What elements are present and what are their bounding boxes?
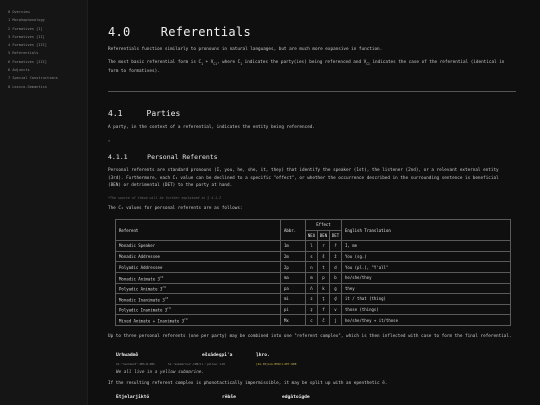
sidebar-item-formatives-2[interactable]: 3 Formatives [II] bbox=[8, 34, 45, 39]
table-row: Monadic Addressee 2m s š ž You (sg.) bbox=[116, 251, 511, 262]
section-title: Referentials bbox=[160, 25, 251, 39]
anchor-link[interactable]: ¤ bbox=[108, 138, 111, 143]
header-effect: Effect bbox=[306, 220, 342, 231]
sidebar-item-referentials[interactable]: 5 Referentials bbox=[8, 51, 39, 56]
example2-word-1: Etjelarjiktö bbox=[116, 395, 150, 400]
table-row: Polyadic Addressee 2p n t d You (pl.), "Y'all" bbox=[116, 262, 511, 273]
personal-referents-body: Personal referents are standard pronouns (I, you, he, she, it, they) that identify the speaker (1st), the listener (2nd), or a relevant external entity (3rd). Furthermore, each C₁ value can be declined to a specific "effect", or whether the occurrence described in the surrounding sentence is beneficial (BEN) or detrimental (DET) to the party at hand. bbox=[108, 168, 499, 188]
header-det: DET bbox=[330, 230, 342, 241]
example2-word-3: edgătoigde bbox=[282, 395, 310, 400]
header-ben: BEN bbox=[318, 230, 330, 241]
main-content bbox=[108, 0, 516, 405]
header-referent: Referent bbox=[116, 220, 281, 241]
referent-complex-paragraph: Up to three personal referents (one per party) may be combined into one "referent complex", which is then inflected with case to form the final referential. bbox=[108, 334, 512, 339]
section-form-paragraph: The most basic referential form is $C_1 + V_{C1}$, where $C_1$ indicates the party(ies) being referenced and $V_{C1}$ indicates the case of the referential (identical in form to formatives). bbox=[108, 60, 505, 75]
header-english: English Translation bbox=[342, 220, 511, 241]
subsubsection-heading bbox=[108, 153, 218, 161]
footnote: *The source of these will be further explained in § 4.1.2 bbox=[108, 196, 222, 200]
subsection-intro: A party, in the context of a referential, indicates the entity being referenced. bbox=[108, 125, 315, 130]
example1-gloss-2: S1-"submarine"-CPR/ii.'yellow'-LOC bbox=[168, 362, 226, 366]
example1-word-3: ļkro. bbox=[256, 353, 270, 358]
section-divider bbox=[108, 91, 516, 92]
table-intro: The C₁ values for personal referents are as follows: bbox=[108, 206, 243, 211]
example1-gloss-1: S1-"resident"-PRS.N-OBS bbox=[116, 362, 155, 366]
example1-translation: We all live in a yellow submarine. bbox=[116, 370, 204, 375]
example1-gloss-3: [2m.PZ]aim.BEN/1-DET.RN8 bbox=[256, 362, 297, 366]
sidebar-item-formatives-3[interactable]: 4 Formatives [III] bbox=[8, 43, 47, 48]
example2-word-2: rëbše bbox=[222, 395, 236, 400]
sidebar-item-special-constructions[interactable]: 7 Special Constructions bbox=[8, 76, 58, 81]
subsection-title: Parties bbox=[146, 109, 181, 118]
table-row: Polyadic Animate 3rd pa ň k g they bbox=[116, 283, 511, 294]
sidebar-item-overview[interactable]: 0 Overview bbox=[8, 10, 30, 14]
sidebar-nav bbox=[0, 0, 88, 405]
sidebar-item-lexico-semantics[interactable]: 8 Lexico-Semantics bbox=[8, 84, 47, 89]
table-row: Monadic Inanimate 3rd mi z ţ ḑ it / that (thing) bbox=[116, 294, 511, 305]
subsection-number: 4.1 bbox=[108, 109, 123, 118]
subsubsection-number: 4.1.1 bbox=[108, 153, 128, 161]
personal-referents-table bbox=[115, 219, 511, 326]
sidebar-item-formatives-1[interactable]: 2 Formatives [I] bbox=[8, 26, 43, 31]
sidebar-item-morphophonology[interactable]: 1 Morphophonology bbox=[8, 18, 45, 23]
sidebar-item-adjuncts[interactable]: 6 Adjuncts bbox=[8, 68, 30, 73]
table-row: Monadic Animate 3rd ma m p b he/she/they bbox=[116, 272, 511, 283]
header-neu: NEU bbox=[306, 230, 318, 241]
section-heading bbox=[108, 25, 251, 39]
example1-word-1: Urhwadmô bbox=[116, 353, 139, 358]
sidebar-item-formatives-3b[interactable]: 6 Formatives [III] bbox=[8, 59, 47, 64]
header-abbr: Abbr. bbox=[281, 220, 306, 241]
section-intro: Referentials function similarly to pronouns in natural languages, but are much more expansive in function. bbox=[108, 47, 383, 52]
section-number: 4.0 bbox=[108, 25, 131, 39]
epenthetic-paragraph: If the resulting referent complex is phonotactically impermissible, it may be split up with an epenthetic ë. bbox=[108, 381, 388, 386]
table-row: Monadic Speaker 1m l r ř I, me bbox=[116, 241, 511, 252]
subsubsection-title: Personal Referents bbox=[147, 153, 218, 161]
example1-word-2: ešxădeşpi'a bbox=[202, 353, 233, 358]
table-row: Mixed Animate + Inanimate 3rd Mx c č j he/she/they + it/those bbox=[116, 315, 511, 326]
subsection-heading bbox=[108, 109, 180, 118]
table-row: Polyadic Inanimate 3rd pi ẓ f v those (things) bbox=[116, 304, 511, 315]
